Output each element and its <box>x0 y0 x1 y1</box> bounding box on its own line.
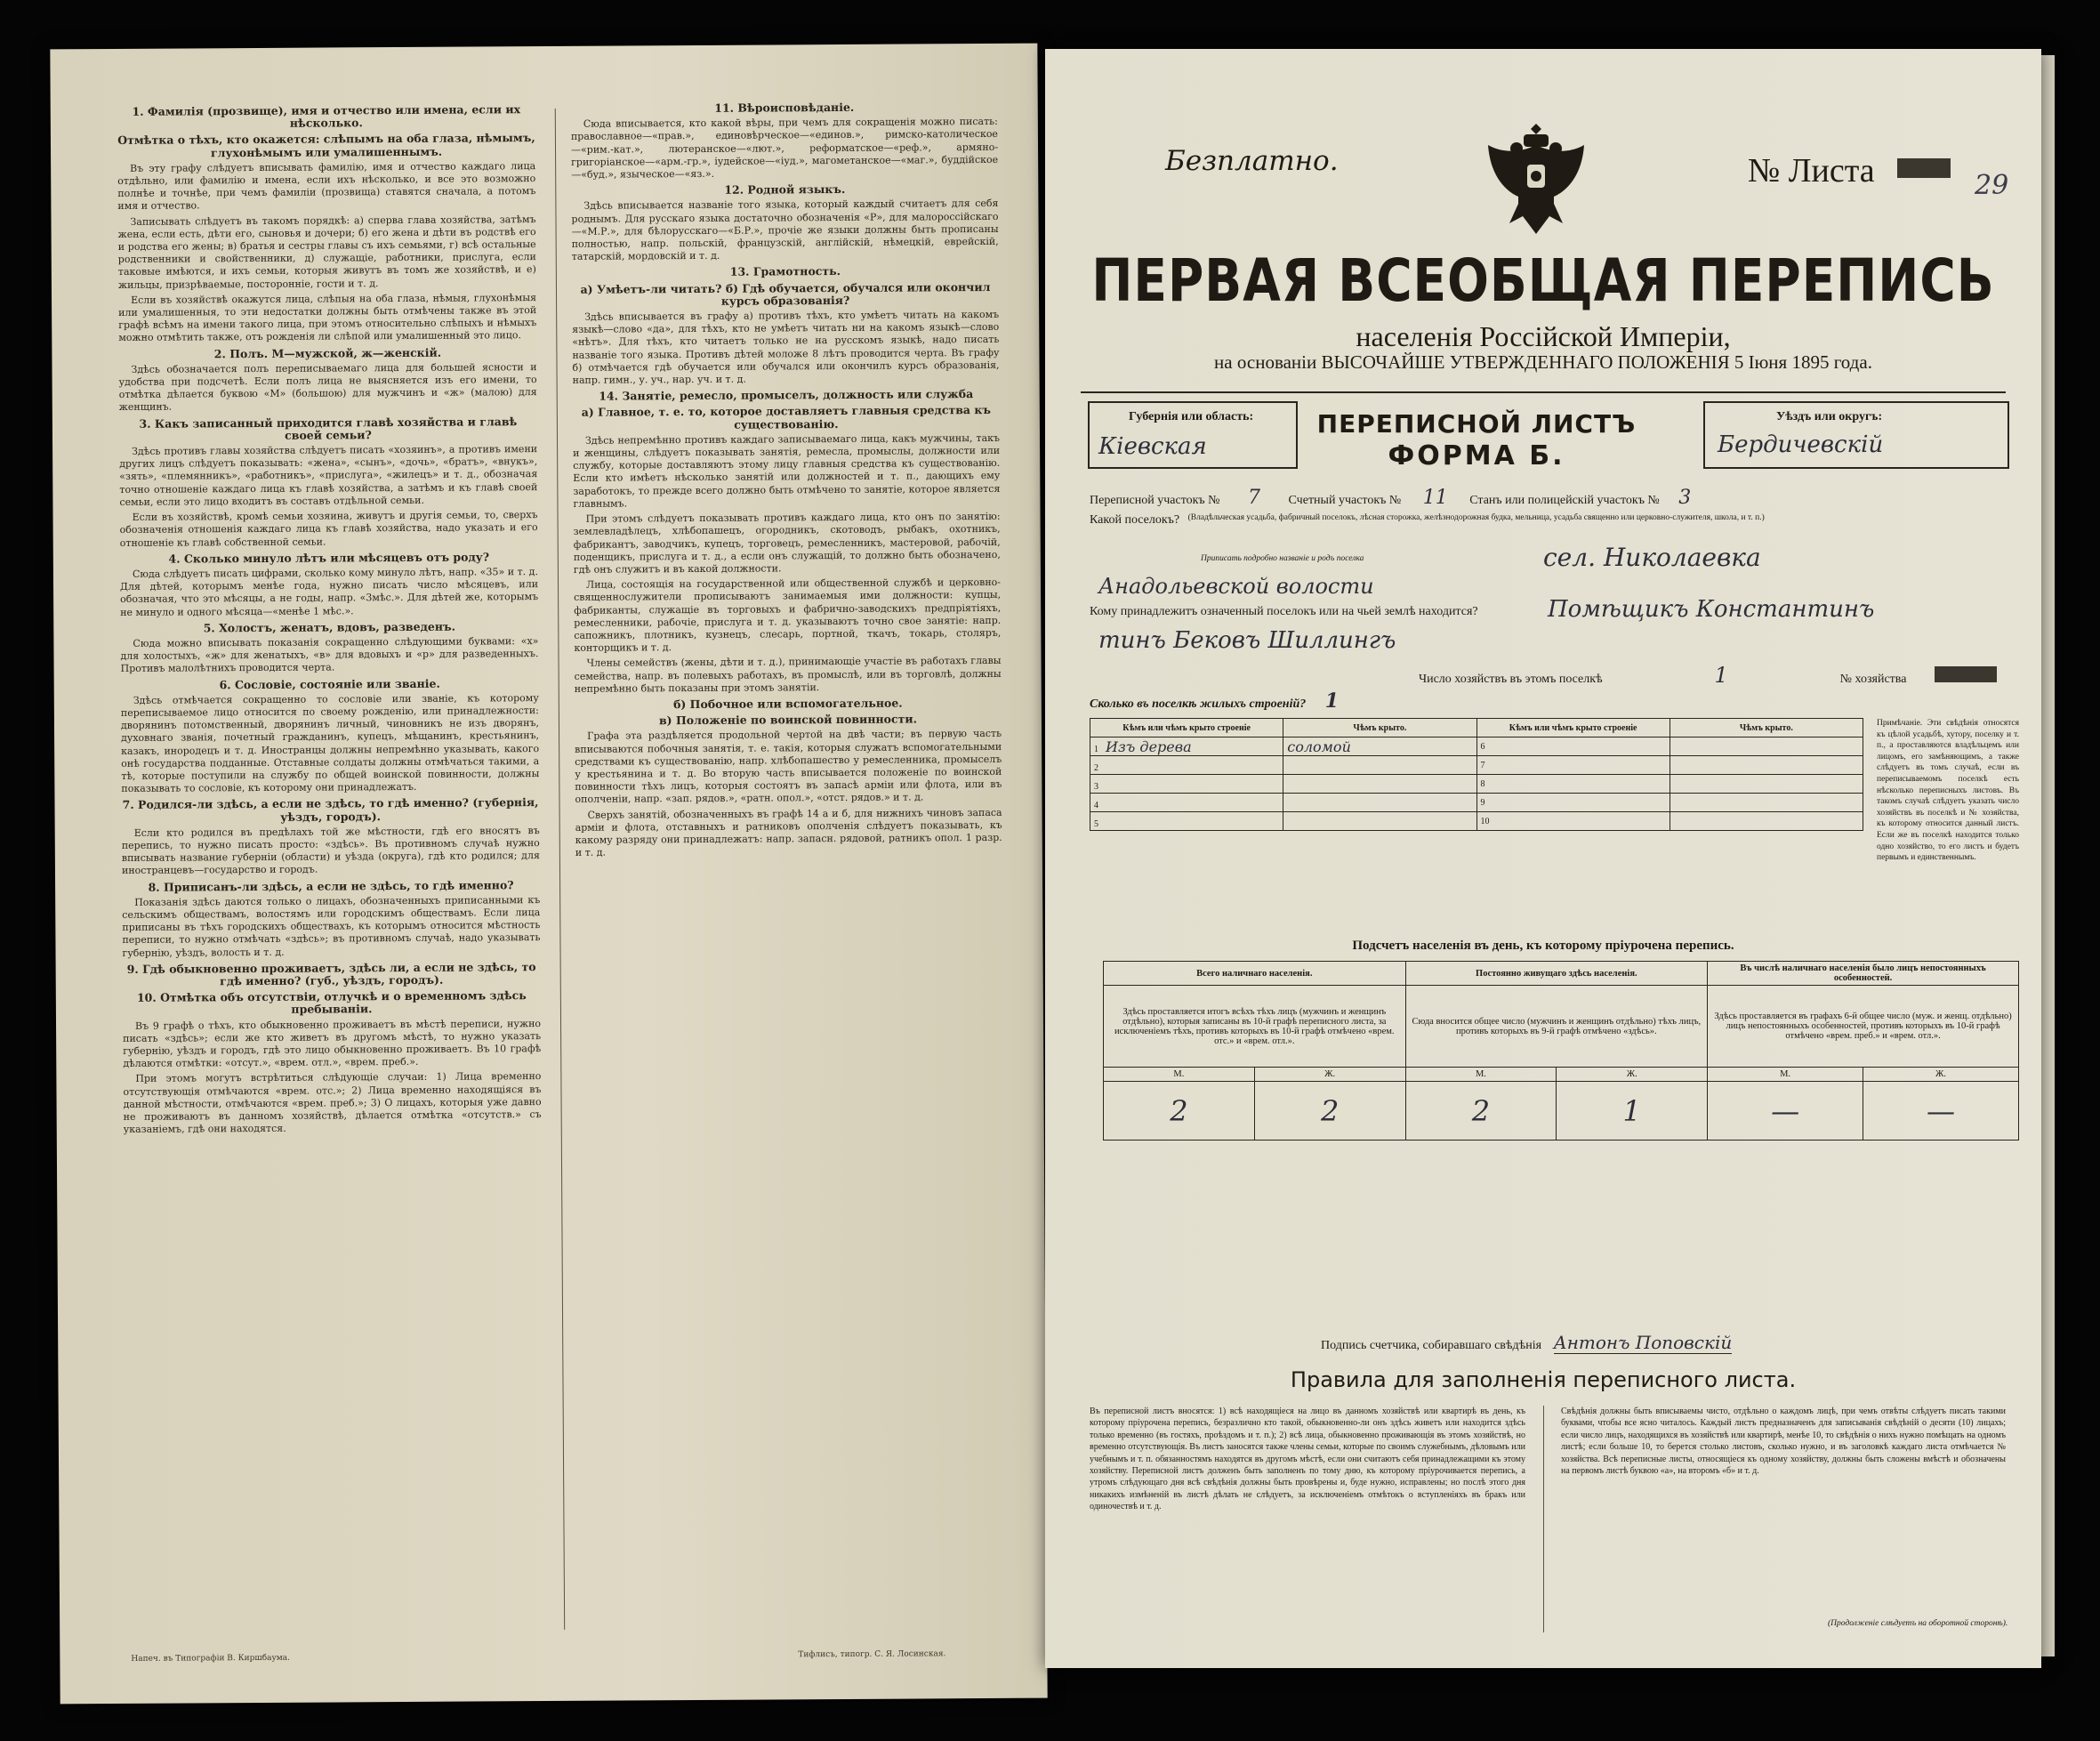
section-paragraph: Въ эту графу слѣдуетъ вписывать фамилію, имя и отчество каждаго лица отдѣльно, или фамилію и имена, если ихъ нѣсколько, и все это возможно полнѣе и точнѣе, при чемъ фамиліи (прозвища) ставятся сначала, а потомъ имя и отчество. <box>117 159 536 213</box>
building-roof-value <box>1670 812 1863 831</box>
buildings-row <box>1090 689 1339 713</box>
section-heading: Отмѣтка о тѣхъ, кто окажется: слѣпымъ на оба глаза, нѣмымъ, глухонѣмымъ или умалишеннымъ. <box>117 131 535 159</box>
section-heading: 3. Какъ записанный приходится главѣ хозяйства и главѣ своей семьи? <box>139 414 518 442</box>
building-roof-value <box>1670 794 1863 812</box>
settlement-value-1: сел. Николаевка <box>1543 543 1761 572</box>
form-title: ПЕРЕПИСНОЙ ЛИСТЪ <box>1316 409 1637 439</box>
owner-value-2: тинъ Бековъ Шиллингъ <box>1098 627 1396 654</box>
building-roof-value <box>1670 756 1863 775</box>
section-paragraph: Если кто родился въ предѣлахъ той же мѣстности, гдѣ его вносятъ въ перепись, то нужно писать просто: «здѣсь». Въ противномъ случаѣ нужно вписывать название губерніи (области) и уѣзда (округа), гдѣ кто родился; для иностранцевъ—государство и городъ. <box>121 824 540 877</box>
printer-note-right: Тифлисъ, типогр. С. Я. Лосинская. <box>798 1649 946 1660</box>
pop-head-present: Всего наличнаго населенія. <box>1104 962 1406 986</box>
pop-col-zh: Ж. <box>1863 1068 2019 1082</box>
section-paragraph: Графа эта раздѣляется продольной чертой на двѣ части; въ первую часть вписываются побочныя занятія, т. е. такія, которыя служатъ вспомогательными средствами къ существованію, напр. хлѣбопашество у ремесленника, промыселъ у крестьянина и т. д. Во вторую часть вписывается положеніе по воинской повинности тѣхъ лицъ, которыя состоятъ въ запасѣ арміи или флота, или въ ополченіи, напр. «зап. рядов.», «ратн. опол.», «отст. рядов.» и т. д. <box>575 728 1002 806</box>
uezd-value: Бердичевскій <box>1718 431 1884 458</box>
section-paragraph: Здѣсь вписывается въ графу а) противъ тѣхъ, кто умѣетъ читать на какомъ языкѣ—слово «да», для тѣхъ, кто не умѣетъ читать ни на какомъ языкѣ—слово «нѣтъ». Для тѣхъ, кто читаетъ только не на русскомъ языкѣ, надо писать названіе того языка. Противъ дѣтей моложе 8 лѣтъ проводится черта. Въ графу б) отмѣчается гдѣ обучается или обучался или окончилъ курсъ образованія, напр. гимн., у. уч., нар. уч. и т. д. <box>572 308 1000 386</box>
pop-col-zh: Ж. <box>1254 1068 1405 1082</box>
left-page <box>50 44 1047 1705</box>
free-label: Безплатно. <box>1165 145 1339 177</box>
continued-note: (Продолженіе слѣдуетъ на оборотной сторонѣ). <box>1828 1619 2008 1628</box>
building-roof-value <box>1670 775 1863 794</box>
pop-col-zh: Ж. <box>1557 1068 1708 1082</box>
settlement-label: Какой поселокъ? <box>1090 513 1180 527</box>
uezd-label: Уѣздъ или округъ: <box>1776 410 1883 423</box>
section-heading: 7. Родился-ли здѣсь, а если не здѣсь, то гдѣ именно? (губернія, уѣздъ, городъ). <box>122 795 539 824</box>
imperial-eagle-emblem <box>1483 118 1589 238</box>
building-roof-value <box>1283 756 1476 775</box>
section-paragraph: Показанія здѣсь даются только о лицахъ, обозначенныхъ приписанными къ сельскимъ обществамъ, волостямъ или городскимъ обществамъ. Если лица приписаны въ тѣхъ городскихъ обществахъ, къ которымъ относится мѣстность переписи, то нужно отмѣчать «здѣсь»; въ противномъ случаѣ, надо указывать губернію, уѣздъ, волость и т. д. <box>122 893 541 959</box>
building-number: 3 <box>1094 781 1098 792</box>
section-paragraph: При этомъ слѣдуетъ показывать противъ каждаго лица, кто онъ по занятію: землевладѣлецъ, хлѣбопашецъ, огородникъ, скотоводъ, рыбакъ, охотникъ, фабрикантъ, заводчикъ, купецъ, торговецъ, ремесленникъ, мастеровой, рабочій, поденщикъ, прислуга и т. д., а если онъ служащій, то должно быть обозначено, гдѣ онъ служитъ и въ какой должности. <box>573 510 1001 576</box>
settlement-value-2: Анадольевской волости <box>1098 574 1374 599</box>
settlement-row <box>1090 513 1953 528</box>
pop-value: 2 <box>1104 1082 1255 1141</box>
signature-value: Антонъ Поповскій <box>1553 1332 1733 1353</box>
building-walls-cell <box>1090 775 1283 794</box>
building-row <box>1090 775 1863 794</box>
section-paragraph: Сверхъ занятій, обозначенныхъ въ графѣ 14 а и б, для нижнихъ чиновъ запаса арміи и флота, отставныхъ и ратниковъ ополченія слѣдуетъ показывать, къ какому разряду они принадлежатъ: напр. запасн. рядовой, ратникъ опол. 1 разр. и т. д. <box>575 806 1002 858</box>
household-number-label: № хозяйства <box>1839 673 1907 686</box>
pop-value: 2 <box>1405 1082 1557 1141</box>
building-roof-value: соломой <box>1283 738 1476 756</box>
section-heading: 14. Занятіе, ремесло, промыселъ, должность или служба <box>599 387 974 403</box>
section-paragraph: Если въ хозяйствѣ окажутся лица, слѣпыя на оба глаза, нѣмыя, глухонѣмыя или умалишенныя, то эти недостатки должны быть отмѣчены также въ этой графѣ всѣмъ на имени такого лица, при этомъ относительно слѣпыхъ и нѣмыхъ можно отмѣтить также, отъ рожденія ли слѣпой или умалишенный это лицо. <box>118 291 537 344</box>
bld-head-a2: Кѣмъ или чѣмъ крыто строеніе <box>1476 719 1670 738</box>
section-paragraph: Въ 9 графѣ о тѣхъ, кто обыкновенно проживаетъ въ мѣстѣ переписи, нужно писать «здѣсь»; если же кто живетъ въ другомъ мѣстѣ, то нужно указать губернію, уѣздъ и городъ, гдѣ это лицо обыкновенно проживаетъ. Въ 10 графѣ дѣлаются отмѣтки: «отсут.», «врем. отл.», «врем. преб.». <box>123 1017 542 1070</box>
buildings-label: Сколько въ поселкѣ жилыхъ строеній? <box>1090 697 1307 711</box>
building-walls-cell <box>1090 756 1283 775</box>
pop-value: — <box>1708 1082 1863 1141</box>
header-rule <box>1081 391 2006 393</box>
section-heading: 4. Сколько минуло лѣтъ или мѣсяцевъ отъ роду? <box>168 550 490 566</box>
building-walls-cell <box>1090 794 1283 812</box>
building-walls-value: Изъ дерева <box>1106 738 1192 755</box>
section-heading: б) Побочное или вспомогательное. <box>672 696 903 712</box>
sheet-number-value: 29 <box>1975 170 2009 201</box>
pop-value: — <box>1863 1082 2019 1141</box>
building-number: 8 <box>1476 775 1670 794</box>
pop-col-m: М. <box>1405 1068 1557 1082</box>
signature-label: Подпись счетчика, собиравшаго свѣдѣнія <box>1321 1339 1542 1352</box>
census-subtitle: населенія Россійской Имперіи, <box>1356 320 1731 352</box>
section-heading: 5. Холостъ, женатъ, вдовъ, разведенъ. <box>203 619 455 635</box>
building-row <box>1090 812 1863 831</box>
section-paragraph: Сюда вписывается, кто какой вѣры, при чемъ для сокращенія можно писать: православное—«прав.», единовѣрческое—«единов.», римско-католическое—«рим.-кат.», лютеранское—«лют.», реформатское—«реф.», армяно-григоріанское—«арм.-гр.», іудейское—«іуд.», магометанское—«маг.», буддійское—«буд.», языческое—«яз.». <box>570 116 999 181</box>
pop-head-permanent: Постоянно живущаго здѣсь населенія. <box>1405 962 1708 986</box>
pop-desc-temporary: Здѣсь проставляется въ графахъ 6-й общее число (муж. и женщ. отдѣльно) лицъ непостоянныхъ особенностей, противъ которыхъ въ 10-й графѣ отмѣчено «врем. преб.» и «врем. отл.». <box>1708 986 2019 1068</box>
building-number: 10 <box>1476 812 1670 831</box>
building-number: 5 <box>1094 818 1098 829</box>
building-walls-cell <box>1090 812 1283 831</box>
households-count-row <box>1419 663 1906 688</box>
pop-desc-present: Здѣсь проставляется итогъ всѣхъ тѣхъ лицъ (мужчинъ и женщинъ отдѣльно), которыя записаны въ 10-й графѣ переписного листа, за исключеніемъ тѣхъ, противъ которыхъ въ 10-й графѣ отмѣчено «врем. отс.» и «врем. отл.». <box>1104 986 1406 1068</box>
section-heading: 6. Сословіе, состояніе или званіе. <box>219 676 440 691</box>
section-heading: 9. Гдѣ обыкновенно проживаетъ, здѣсь ли, а если не здѣсь, то гдѣ именно? (губ., уѣздъ, городъ). <box>126 959 536 988</box>
printer-note-left: Напеч. въ Типографіи В. Киршбаума. <box>131 1653 291 1664</box>
section-paragraph: Здѣсь непремѣнно противъ каждаго записываемаго лица, какъ мужчины, такъ и женщины, слѣдуетъ показывать занятія, ремесла, промыслы, должности или службу, которые доставляютъ этому лицу главныя средства къ существованію. Если кто имѣетъ нѣсколько занятій или должностей и т. п., дающихъ ему заработокъ, то прежде всего должно быть отмѣчено то занятіе, которое является главнымъ. <box>573 431 1001 510</box>
section-heading: 2. Полъ. М—мужской, ж—женскій. <box>213 345 442 360</box>
pop-col-m: М. <box>1708 1068 1863 1082</box>
census-district-value: 7 <box>1248 487 1261 509</box>
building-roof-value <box>1283 812 1476 831</box>
building-number: 1 <box>1094 744 1098 754</box>
population-title: Подсчетъ населенія въ день, къ которому пріурочена перепись. <box>1352 939 1734 953</box>
section-paragraph: Здѣсь противъ главы хозяйства слѣдуетъ писать «хозяинъ», а противъ имени других лицъ слѣдуетъ показывать: «жена», «сынъ», «дочь», «братъ», «внукъ», «зять», «племянникъ», «работникъ», «прислуга», «жилецъ» и т. д., обозначая точно отношеніе каждаго лица къ главѣ хозяйства, а затѣмъ и къ главѣ своей семьи, если это лицо входитъ въ составъ отдѣльной семьи. <box>119 443 538 508</box>
section-paragraph: Члены семействъ (жены, дѣти и т. д.), принимающіе участіе въ работахъ главы семейства, напр. въ полевыхъ работахъ, въ промыслѣ, или въ торговлѣ, должны непремѣнно быть показаны при этомъ занятіи. <box>574 655 1002 695</box>
rules-right: Свѣдѣнія должны быть вписываемы чисто, отдѣльно о каждомъ лицѣ, при чемъ отвѣты слѣдуетъ писать такими буквами, чтобы все ясно читалось. Каждый листъ предназначенъ для записыванія свѣдѣній о десяти (10) лицахъ; если число лицъ, находящихся въ хозяйствѣ или квартирѣ, менѣе 10, то свѣдѣнія о нихъ нужно помѣщать на одномъ листѣ; если больше 10, то берется столько листовъ, сколько нужно, и въ заголовкѣ каждаго листа отмѣчается № хозяйства. Всѣ переписные листы, относящіеся къ одному хозяйству, должны быть сложены вмѣстѣ и обозначены на первомъ листѣ буквою «а», на второмъ «б» и т. д. <box>1561 1407 2006 1477</box>
section-heading: а) Главное, т. е. то, которое доставляетъ главныя средства къ существованію. <box>581 403 991 431</box>
bld-head-b2: Чѣмъ крыто. <box>1670 719 1863 738</box>
section-heading: 11. Вѣроисповѣданіе. <box>714 100 855 115</box>
section-paragraph: Сюда слѣдуетъ писать цифрами, сколько кому минуло лѣтъ, напр. «35» и т. д. Для дѣтей, которымъ менѣе года, нужно писать число мѣсяцевъ, или обозначая, что это мѣсяцы, а не годы, напр. «3мѣс.». Для дѣтей же, которымъ не минуло и одного мѣсяца—«менѣе 1 мѣс.». <box>119 565 539 618</box>
census-district-label: Переписной участокъ № <box>1090 494 1220 507</box>
households-count-value: 1 <box>1714 663 1728 688</box>
section-heading: 1. Фамилія (прозвище), имя и отчество или имена, если их нѣсколько. <box>132 102 521 130</box>
owner-label: Кому принадлежитъ означенный поселокъ или на чьей землѣ находится? <box>1090 605 1478 618</box>
settlement-hint: (Владѣльческая усадьба, фабричный поселокъ, лѣсная сторожка, желѣзнодорожная будка, мельница, усадьба священно или церковно-служителя, школа, и т. п.) <box>1187 513 1765 522</box>
section-paragraph: Если въ хозяйствѣ, кромѣ семьи хозяина, живутъ и другія семьи, то, сверхъ обозначенія отношенія каждаго лица къ главѣ хозяйства, надо указать и его отношеніе къ главѣ собственной семьи. <box>119 509 538 549</box>
rules-title: Правила для заполненія переписного листа. <box>1290 1367 1797 1392</box>
settlement-hint-2: Приписать подробно названіе и родъ поселка <box>1201 554 1364 563</box>
gubernia-label: Губернія или область: <box>1129 410 1254 423</box>
building-walls-cell <box>1090 738 1283 756</box>
buildings-table <box>1090 718 1863 831</box>
police-district-label: Станъ или полицейскій участокъ № <box>1469 494 1660 507</box>
building-number: 4 <box>1094 800 1098 810</box>
section-paragraph: Здѣсь обозначается полъ переписываемаго лица для большей ясности и удобства при подсчетѣ. Если полъ лица не выясняется изъ его имени, то отмѣтка дѣлается буквою «М» (большою) для мужчинъ и «ж» (малою) для женщинъ. <box>118 360 537 414</box>
section-heading: 10. Отмѣтка объ отсутствіи, отлучкѣ и о временномъ здѣсь пребываніи. <box>136 988 527 1017</box>
counting-district-value: 11 <box>1422 487 1448 509</box>
pop-head-temporary: Въ числѣ наличнаго населенія было лицъ непостоянныхъ особенностей. <box>1708 962 2019 986</box>
bld-head-b: Чѣмъ крыто. <box>1283 719 1476 738</box>
section-paragraph: Сюда можно вписывать показанія сокращенно слѣдующими буквами: «х» для холостыхъ, «ж» для женатыхъ, «в» для вдовыхъ и «р» для разведенныхъ. Противъ малолѣтнихъ проводится черта. <box>120 634 539 675</box>
section-heading: в) Положеніе по воинской повинности. <box>658 712 917 728</box>
population-table <box>1103 961 2019 1141</box>
pop-col-m: М. <box>1104 1068 1255 1082</box>
census-district-row <box>1090 487 1707 509</box>
building-row <box>1090 794 1863 812</box>
buildings-value: 1 <box>1324 689 1340 713</box>
building-roof-value <box>1283 794 1476 812</box>
rules-left: Въ переписной листъ вносятся: 1) всѣ находящіеся на лицо въ данномъ хозяйствѣ или квартирѣ въ день, къ которому пріурочена перепись, безразлично кто такой, обыкновенно-ли онъ здѣсь живетъ или находится здѣсь только временно (въ гостяхъ, проѣздомъ и т. п.); 2) всѣ лица, обыкновенно проживающія въ этомъ хозяйствѣ, но временно отсутствующія. Въ листъ заносятся также члены семьи, которые по своимъ служебнымъ, дѣловымъ или учебнымъ и т. п. обязанностямъ находятся въ другомъ мѣстѣ, если они считаютъ себя принадлежащими къ этому хозяйству. Переписной листъ долженъ быть заполненъ по тому дню, къ которому пріурочивается перепись, а утромъ слѣдующаго дня всѣ свѣдѣнія должны быть провѣрены и, буде нужно, исправлены; но послѣ этого дня никакихъ измѣненій въ листѣ дѣлать не слѣдуетъ, за исключеніемъ отмѣтокъ о вступленіяхъ въ бракъ или одиночествѣ и т. д. <box>1090 1407 1525 1512</box>
section-heading: 13. Грамотность. <box>729 264 841 279</box>
building-roof-value <box>1283 775 1476 794</box>
signature-row <box>1321 1332 1732 1353</box>
gubernia-box <box>1088 401 1298 469</box>
building-number: 7 <box>1476 756 1670 775</box>
police-district-value: 3 <box>1678 487 1692 509</box>
building-number: 6 <box>1476 738 1670 756</box>
form-type: ФОРМА Б. <box>1388 440 1565 472</box>
column-divider <box>555 109 565 1630</box>
section-heading: 12. Родной языкъ. <box>724 182 846 197</box>
pop-desc-permanent: Сюда вносится общее число (мужчинъ и женщинъ отдѣльно) тѣхъ лицъ, противъ которыхъ въ 9-й графѣ отмѣчено «здѣсь». <box>1405 986 1708 1068</box>
sheet-number-label: № Листа <box>1748 152 1875 189</box>
building-roof-value <box>1670 738 1863 756</box>
counting-district-label: Счетный участокъ № <box>1288 494 1402 507</box>
building-row <box>1090 738 1863 756</box>
section-paragraph: Здѣсь отмѣчается сокращенно то сословіе или званіе, къ которому переписываемое лицо относится по своему рожденію, или принадлежности: дворянинъ потомственный, дворянинъ личный, чиновникъ не изъ дворянъ, духовнаго званія, почетный гражданинъ, купецъ, мѣщанинъ, крестьянинъ, казакъ, инородецъ и т. д. Иностранцы должны непремѣнно указывать, какого онѣ государства подданные. Отставные солдаты должны отмѣчаться такими, а тѣ, которые поступили на службу по общей воинской повинности, должны показывать то сословіе, къ которому они принадлежатъ. <box>120 691 540 795</box>
rules-divider <box>1543 1406 1544 1632</box>
pop-value: 1 <box>1557 1082 1708 1141</box>
buildings-note: Примѣчаніе. Эти свѣдѣнія относятся къ цѣлой усадьбѣ, хутору, поселку и т. п., а проставляются владѣльцемъ или лицомъ, его замѣняющимъ, а также слѣдуетъ въ томъ случаѣ, если въ переписываемомъ поселкѣ есть нѣсколько переписныхъ листовъ. Въ такомъ случаѣ слѣдуетъ указать число хозяйствъ въ поселкѣ и № хозяйства, къ которому относится данный листъ. Если же въ поселкѣ находится только одно хозяйство, то его листъ и будетъ первымъ и единственнымъ. <box>1877 719 2019 863</box>
census-form-page <box>1045 49 2041 1668</box>
pop-value: 2 <box>1254 1082 1405 1141</box>
census-title: ПЕРВАЯ ВСЕОБЩАЯ ПЕРЕПИСЬ <box>1091 246 1995 315</box>
section-heading: а) Умѣетъ-ли читать? б) Гдѣ обучается, обучался или окончил курсъ образованія? <box>580 279 991 308</box>
owner-value-1: Помѣщикъ Константинъ <box>1548 596 1875 623</box>
uezd-box <box>1703 401 2009 469</box>
crossed-out-household-number <box>1935 666 1997 682</box>
instructions-column-1 <box>117 100 544 1632</box>
bld-head-a: Кѣмъ или чѣмъ крыто строеніе <box>1090 719 1283 738</box>
section-paragraph: При этомъ могутъ встрѣтиться слѣдующіе случаи: 1) Лица временно отсутствующія отмѣчаются «врем. отс.»; 2) Лица временно находящіяся въ данной мѣстности, отмѣчаются «врем. преб.»; 3) О лицахъ, которыя уже давно не проживаютъ въ данномъ хозяйствѣ, дѣлается отмѣтка «отсутств.» съ указаніемъ, гдѣ они находятся. <box>123 1070 542 1136</box>
census-decree: на основаніи ВЫСОЧАЙШЕ УТВЕРЖДЕННАГО ПОЛОЖЕНІЯ 5 Іюня 1895 года. <box>1214 351 1872 373</box>
section-paragraph: Записывать слѣдуетъ въ такомъ порядкѣ: а) сперва глава хозяйства, затѣмъ жена, если есть, дѣти его, сыновья и дочери; б) его жена и дѣти въ родствѣ его и родства его жены; в) братья и сестры главы съ ихъ семьями, г) всѣ остальные родственники и свойственники, д) служащіе, работники, прислуга, если таковые имѣются, и ихъ семьи, которыя живутъ въ томъ же хозяйствѣ, и е) жильцы, призрѣваемые, посторонніе, гости и т. д. <box>117 213 536 291</box>
section-paragraph: Лица, состоящія на государственной или общественной службѣ и церковно-священнослужители прописываютъ занимаемыя ими должности: купцы, фабриканты, служащіе въ торговыхъ и фабрично-заводскихъ предпріятіяхъ, ремесленники, рабочіе, прислуга и т. д. указываютъ точно свое занятіе: напр. сапожникъ, плотникъ, кузнецъ, слесарь, портной, ткачъ, токарь, столяръ, конторщикъ и т. д. <box>574 576 1002 654</box>
instructions-column-2 <box>571 97 1007 1630</box>
section-heading: 8. Приписанъ-ли здѣсь, а если не здѣсь, то гдѣ именно? <box>148 877 514 894</box>
building-number: 2 <box>1094 762 1098 773</box>
building-row <box>1090 756 1863 775</box>
section-paragraph: Здѣсь вписывается названіе того языка, который каждый считаетъ для себя роднымъ. Для русскаго языка достаточно обозначенія «Р», для малороссійскаго—«М.Р.», для бѣлорусскаго—«Б.Р.», прочіе же языки должны быть прописаны полностью, напр. польскій, французскій, англійскій, нѣмецкій, еврейскій, татарскій, мордовскій и т. д. <box>571 197 999 263</box>
households-count-label: Число хозяйствъ въ этомъ поселкѣ <box>1419 673 1603 686</box>
crossed-out-number <box>1897 158 1951 178</box>
building-number: 9 <box>1476 794 1670 812</box>
gubernia-value: Кіевская <box>1098 433 1207 460</box>
